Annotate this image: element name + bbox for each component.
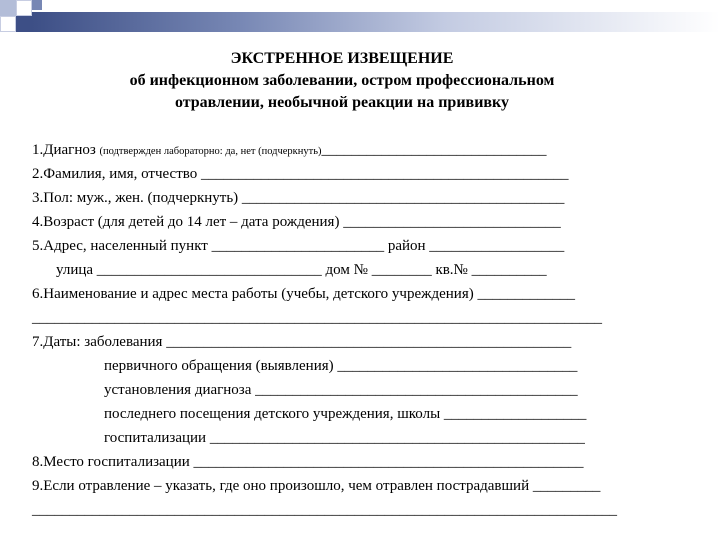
corner-square <box>0 16 16 32</box>
field-hospital-place: 8.Место госпитализации ____________________________________________________ <box>32 454 584 470</box>
field-address-street: улица ______________________________ дом № ________ кв.№ __________ <box>56 262 547 278</box>
field-age: 4.Возраст (для детей до 14 лет – дата рождения) _____________________________ <box>32 214 561 230</box>
corner-square <box>32 0 42 10</box>
field-diagnosis-note: (подтвержден лабораторно: да, нет (подчеркнуть) <box>99 146 322 157</box>
field-dates-last-visit: последнего посещения детского учреждения, школы ___________________ <box>104 406 587 422</box>
field-workplace-continued: ____________________________________________________________________________ <box>32 310 602 326</box>
corner-square <box>16 16 32 32</box>
title-line-2: об инфекционном заболевании, остром профессиональном <box>129 72 555 89</box>
document-title <box>32 48 652 114</box>
field-address: 5.Адрес, населенный пункт _______________________ район __________________ <box>32 238 565 254</box>
title-line-1: ЭКСТРЕННОЕ ИЗВЕЩЕНИЕ <box>230 50 454 67</box>
header-gradient-bar <box>32 12 720 32</box>
field-sex: 3.Пол: муж., жен. (подчеркнуть) ___________________________________________ <box>32 190 565 206</box>
corner-square <box>16 0 32 16</box>
field-diagnosis-label: 1.Диагноз <box>32 142 100 158</box>
field-dates-diagnosis: установления диагноза ___________________________________________ <box>104 382 578 398</box>
field-dates-hospitalization: госпитализации __________________________________________________ <box>104 430 585 446</box>
field-dates-first-visit: первичного обращения (выявления) ________________________________ <box>104 358 578 374</box>
field-workplace: 6.Наименование и адрес места работы (учебы, детского учреждения) _____________ <box>32 286 575 302</box>
corner-square <box>0 0 16 16</box>
field-diagnosis <box>32 140 547 162</box>
field-diagnosis-blank: ______________________________ <box>321 142 547 158</box>
title-line-3: отравлении, необычной реакции на прививку <box>174 94 510 111</box>
field-dates-illness: 7.Даты: заболевания ______________________________________________________ <box>32 334 572 350</box>
field-full-name: 2.Фамилия, имя, отчество _________________________________________________ <box>32 166 569 182</box>
field-poisoning: 9.Если отравление – указать, где оно произошло, чем отравлен пострадавший _________ <box>32 478 601 494</box>
field-poisoning-continued: ______________________________________________________________________________ <box>32 502 617 518</box>
